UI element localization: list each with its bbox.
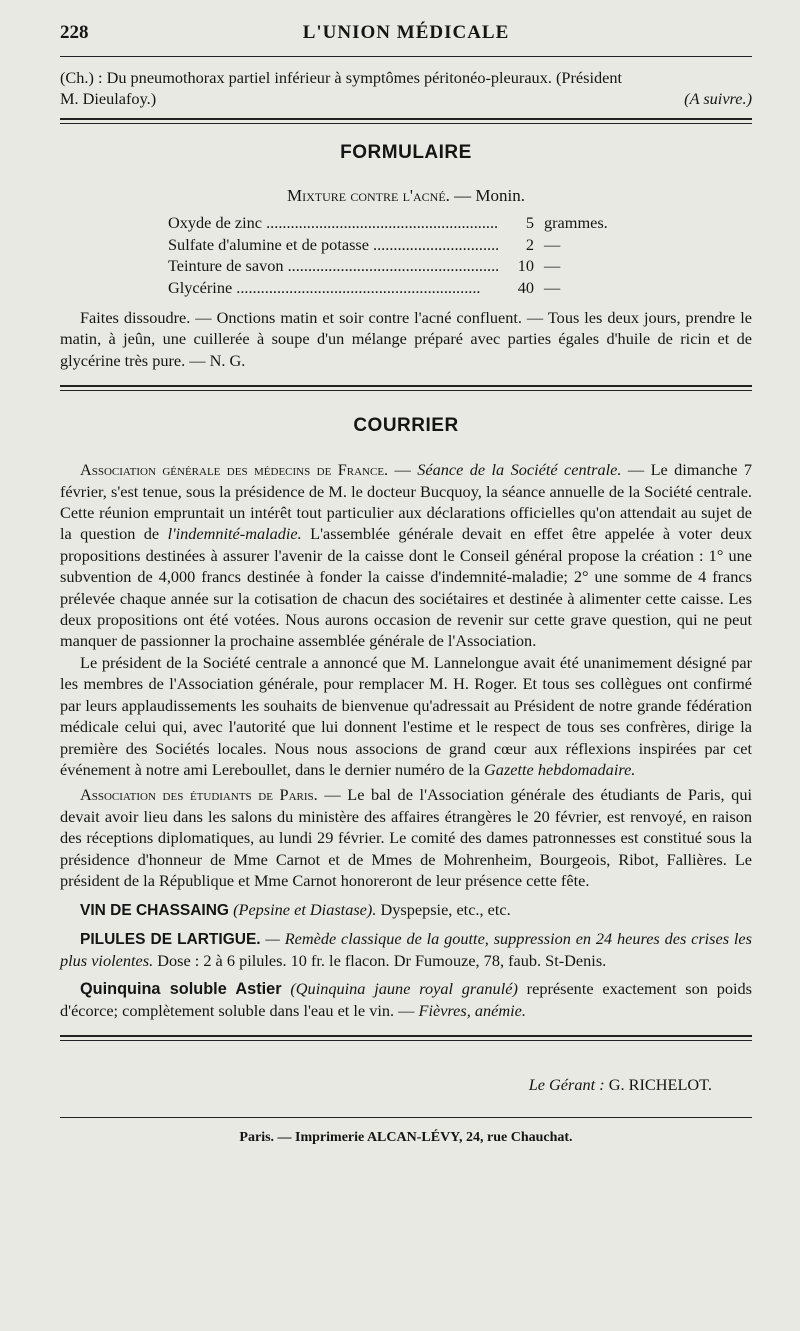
gazette-title: Gazette hebdomadaire. — [484, 759, 636, 779]
ad-title: Quinquina soluble Astier — [80, 979, 282, 998]
section-separator — [60, 385, 752, 391]
ad-italic: — Remède classique de la goutte, suppression en 24 heures des crises les plus violentes. — [60, 928, 752, 971]
ingredient-name: Teinture de savon ..... — [168, 255, 498, 277]
recipe-title: Mixture contre l'acné. — [286, 185, 450, 205]
ingredient-list — [60, 212, 752, 299]
ad-pilules-lartigue — [60, 928, 752, 972]
ingredient-unit: — — [544, 278, 561, 298]
ad-text: représente exactement son poids d'écorce; complètement soluble dans l'eau et le vin. — — [60, 978, 753, 1020]
section-separator — [60, 118, 752, 124]
paragraph-1-text-2: L'assemblée générale devait en effet être appelée à voter deux propositions destinées à assurer l'avenir de la caisse dont le Conseil général propose la création : 1° une subvention de 4,000 francs destinée à fonder la caisse d'indemnité-maladie; 2° une somme de 4 francs prélevée chaque année sur la cotisation de chacun des sociétaires et destinée à alimenter cette caisse. Les deux propositions ont été votées. Nous aurons occasion de revenir sur cette grave question, qui ne peut manquer de passionner la prochaine assemblée générale de l'Association. — [60, 524, 753, 651]
ingredient-qty: 2 — [525, 234, 534, 254]
ingredient-qty: 40 — [517, 278, 534, 298]
ad-italic: (Pepsine et Diastase). — [233, 900, 377, 920]
ingredient-unit: — — [544, 256, 561, 276]
ad-text: Dose : 2 à 6 pilules. 10 fr. le flacon. Dr Fumouze, 78, faub. St-Denis. — [153, 951, 607, 971]
ad-title: PILULES DE LARTIGUE. — [80, 930, 261, 948]
to-follow: (A suivre.) — [684, 89, 752, 109]
ingredient-row — [60, 277, 752, 299]
ingredient-row — [60, 212, 752, 234]
ingredient-name: Sulfate d'alumine et de potasse ..... — [168, 234, 498, 256]
ad-vin-chassaing — [60, 899, 752, 921]
signature-label: Le Gérant : — [528, 1075, 605, 1095]
association-medecins-lead: Association générale des médecins de France. — [80, 460, 389, 480]
ingredient-row — [60, 234, 752, 256]
signature-name: G. RICHELOT. — [608, 1075, 712, 1095]
continuation-line-1: (Ch.) : Du pneumothorax partiel inférieur à symptômes péritonéo-pleuraux. (Président — [60, 68, 622, 87]
ad-italic: (Quinquina jaune royal granulé) — [281, 978, 518, 998]
ingredient-qty: 5 — [525, 212, 534, 232]
section-separator — [60, 1035, 752, 1041]
paragraph-2-text: Le président de la Société centrale a annoncé que M. Lannelongue avait été unanimement désigné par les membres de l'Association générale, pour remplacer M. H. Roger. Et tous ses collègues ont confirmé par leurs applaudissements les souhaits de bienvenue qu'adressait au Président de notre grande fédération médicale celui qui, avec l'autorité que lui donnent l'estime et le respect de tous ses confrères, dirige la première des Sociétés locales. Nous nous associons de grand cœur aux réflexions inspirées par cet événement à notre ami Lereboullet, dans le dernier numéro de la — [60, 652, 752, 779]
journal-title: L'UNION MÉDICALE — [302, 22, 510, 43]
ad-text: Dyspepsie, etc., etc. — [376, 900, 511, 920]
continuation-line-2 — [60, 88, 752, 109]
courrier-paragraph-3 — [60, 784, 752, 891]
paragraph-1-text: — Le dimanche 7 février, s'est tenue, sous la présidence de M. le docteur Bucquoy, la séance annuelle de la Société centrale. Cette réunion empruntait un intérêt tout particulier aux déclarations officielles qu'on attendait au sujet de la question de — [60, 460, 752, 544]
courrier-heading: COURRIER — [353, 415, 459, 437]
footer-rule — [60, 1117, 752, 1118]
separator-dash: — — [388, 460, 418, 480]
ingredient-qty: 10 — [517, 256, 534, 276]
ingredient-unit: — — [544, 234, 561, 254]
ingredient-name: Oxyde de zinc ..... — [168, 212, 498, 234]
courrier-paragraph-2 — [60, 652, 752, 780]
seance-title: Séance de la Société centrale. — [417, 460, 622, 480]
ingredient-row — [60, 255, 752, 277]
continuation-president: M. Dieulafoy.) — [60, 89, 157, 109]
printer-imprint: Paris. — Imprimerie ALCAN-LÉVY, 24, rue Chauchat. — [239, 1130, 573, 1146]
signature — [60, 1075, 752, 1095]
paragraph-3-text: — Le bal de l'Association générale des étudiants de Paris, qui devait avoir lieu dans les salons du ministère des affaires étrangères le 20 février, est renvoyé, en raison des réceptions diplomatiques, au lundi 29 février. Le comité des dames patronnesses est constitué sous la présidence d'honneur de Mme Carnot et de Mmes de Mohrenheim, Bourgeois, Ribot, Fallières. Le président de la République et Mme Carnot honoreront de leur présence cette fête. — [60, 785, 752, 890]
recipe-title-line — [60, 186, 752, 206]
header-rule — [60, 56, 752, 57]
ad-italic-2: Fièvres, anémie. — [418, 1000, 526, 1020]
recipe-author: — Monin. — [454, 185, 525, 205]
ad-quinquina-astier — [60, 978, 752, 1022]
ingredient-unit: grammes. — [544, 212, 608, 232]
running-header — [60, 22, 752, 52]
recipe-instructions: Faites dissoudre. — Onctions matin et soir contre l'acné confluent. — Tous les deux jours, prendre le matin, à jeûn, une cuillerée à soupe d'un mélange préparé avec parties égales d'huile de ricin et de glycérine très pure. — N. G. — [60, 308, 752, 370]
courrier-paragraph-1 — [60, 459, 752, 652]
formulaire-heading: FORMULAIRE — [340, 141, 472, 163]
association-etudiants-lead: Association des étudiants de Paris. — [80, 785, 318, 805]
ingredient-name: Glycérine ..... — [168, 277, 498, 299]
ad-title: VIN DE CHASSAING — [80, 902, 229, 920]
page-number: 228 — [60, 22, 89, 43]
indemnite-maladie: l'indemnité-maladie. — [167, 524, 302, 544]
